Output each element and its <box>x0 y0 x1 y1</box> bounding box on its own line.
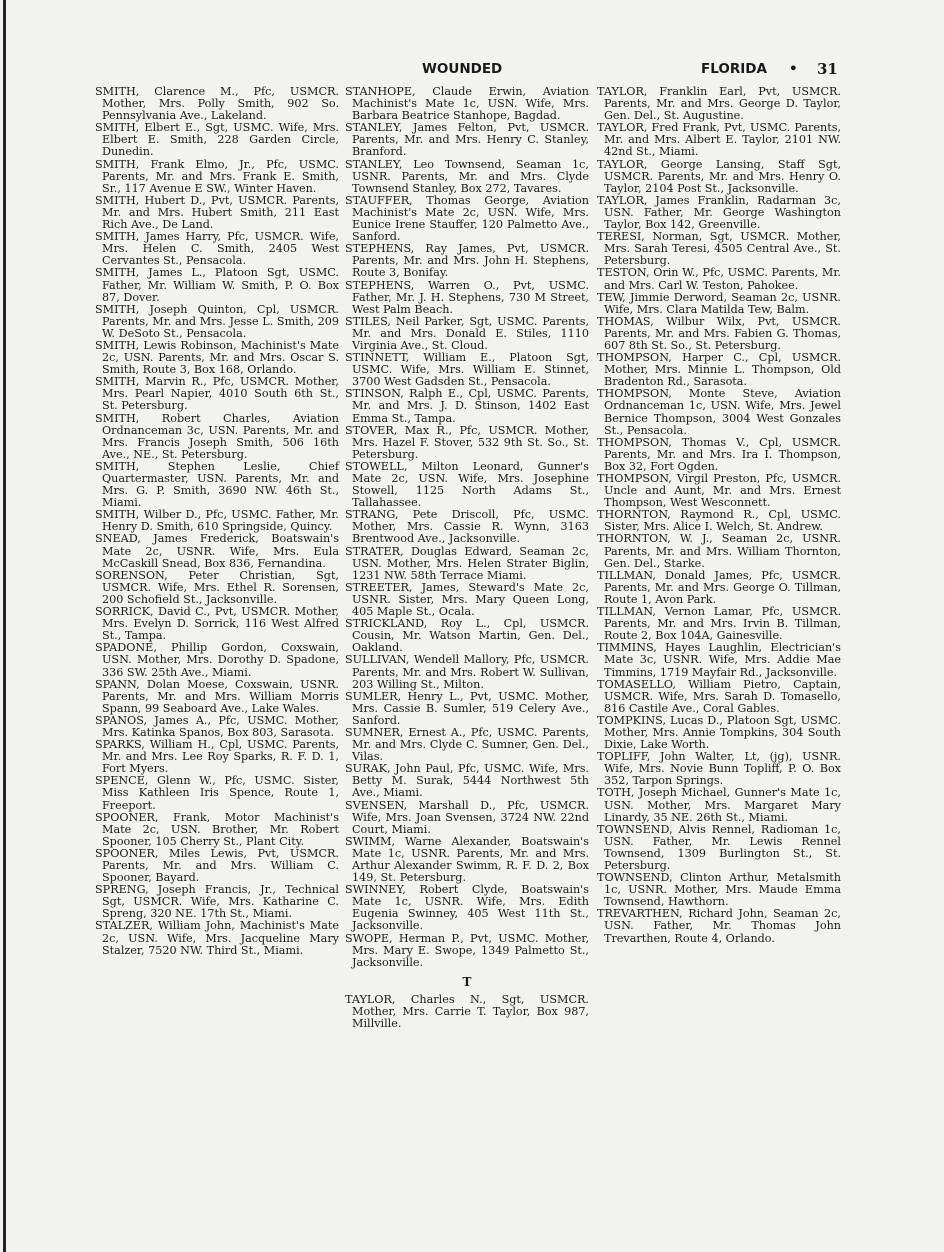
page-header <box>86 61 846 79</box>
casualty-entry: THORNTON, Raymond R., Cpl, USMC. Sister, Mrs. Alice I. Welch, St. Andrew. <box>597 508 841 534</box>
casualty-entry: TERESI, Norman, Sgt, USMCR. Mother, Mrs. Sarah Teresi, 4505 Central Ave., St. Petersburg. <box>597 230 841 268</box>
casualty-entry: SURAK, John Paul, Pfc, USMC. Wife, Mrs. Betty M. Surak, 5444 Northwest 5th Ave., Miami. <box>345 762 589 800</box>
casualty-entry: STRANG, Pete Driscoll, Pfc, USMC. Mother, Mrs. Cassie R. Wynn, 3163 Brentwood Ave., Jacksonville. <box>345 508 589 546</box>
casualty-entry: TAYLOR, Charles N., Sgt, USMCR. Mother, Mrs. Carrie T. Taylor, Box 987, Millville. <box>345 992 589 1031</box>
casualty-entry: STILES, Neil Parker, Sgt, USMC. Parents, Mr. and Mrs. Donald E. Stiles, 1110 Virginia Ave., St. Cloud. <box>345 314 589 352</box>
column-3 <box>597 86 841 945</box>
casualty-entry: SUMNER, Ernest A., Pfc, USMC. Parents, Mr. and Mrs. Clyde C. Sumner, Gen. Del., Vilas. <box>345 725 589 764</box>
casualty-entry: STRICKLAND, Roy L., Cpl, USMCR. Cousin, Mr. Watson Martin, Gen. Del., Oakland. <box>345 617 589 655</box>
letter-heading: T <box>462 974 472 989</box>
casualty-entry: TAYLOR, Fred Frank, Pvt, USMC. Parents, Mr. and Mrs. Albert E. Taylor, 2101 NW. 42nd St., Miami. <box>597 121 841 159</box>
casualty-entry: SULLIVAN, Wendell Mallory, Pfc, USMCR. Parents, Mr. and Mrs. Robert W. Sullivan, 203 Willing St., Milton. <box>345 653 589 691</box>
page-edge-mark <box>3 0 6 1252</box>
casualty-entry: THOMPSON, Harper C., Cpl, USMCR. Mother, Mrs. Minnie L. Thompson, Old Bradenton Rd., Sarasota. <box>597 351 841 389</box>
casualty-entry: SMITH, Lewis Robinson, Machinist's Mate 2c, USN. Parents, Mr. and Mrs. Oscar S. Smith, Route 3, Box 168, Orlando. <box>95 338 339 377</box>
casualty-entry: SPOONER, Miles Lewis, Pvt, USMCR. Parents, Mr. and Mrs. William C. Spooner, Bayard. <box>95 846 339 885</box>
casualty-entry: SMITH, Wilber D., Pfc, USMC. Father, Mr. Henry D. Smith, 610 Springside, Quincy. <box>95 508 339 534</box>
casualty-entry: THOMPSON, Thomas V., Cpl, USMCR. Parents, Mr. and Mrs. Ira I. Thompson, Box 32, Fort Ogden. <box>597 435 841 473</box>
page-number: 31 <box>817 60 838 78</box>
casualty-entry: STOVER, Max R., Pfc, USMCR. Mother, Mrs. Hazel F. Stover, 532 9th St. So., St. Petersburg. <box>345 423 589 461</box>
casualty-entry: STINNETT, William E., Platoon Sgt, USMC. Wife, Mrs. William E. Stinnet, 3700 West Gadsden St., Pensacola. <box>345 351 589 389</box>
casualty-entry: STANHOPE, Claude Erwin, Aviation Machinist's Mate 1c, USN. Wife, Mrs. Barbara Beatrice Stanhope, Bagdad. <box>345 85 589 123</box>
casualty-entry: THOMAS, Wilbur Wilx, Pvt, USMCR. Parents, Mr. and Mrs. Fabien G. Thomas, 607 8th St. So., St. Petersburg. <box>597 314 841 352</box>
casualty-entry: STEPHENS, Ray James, Pvt, USMCR. Parents, Mr. and Mrs. John H. Stephens, Route 3, Bonifay. <box>345 242 589 280</box>
state-title: FLORIDA <box>701 61 767 77</box>
casualty-entry: TIMMINS, Hayes Laughlin, Electrician's Mate 3c, USNR. Wife, Mrs. Addie Mae Timmins, 1719 Mayfair Rd., Jacksonville. <box>597 641 841 679</box>
casualty-entry: STRATER, Douglas Edward, Seaman 2c, USN. Mother, Mrs. Helen Strater Biglin, 1231 NW. 58th Terrace Miami. <box>345 544 589 582</box>
casualty-entry: THORNTON, W. J., Seaman 2c, USNR. Parents, Mr. and Mrs. William Thornton, Gen. Del., Starke. <box>597 532 841 570</box>
casualty-entry: THOMPSON, Monte Steve, Aviation Ordnanceman 1c, USN. Wife, Mrs. Jewel Bernice Thompson, 3004 West Gonzales St., Pensacola. <box>597 387 841 437</box>
casualty-entry: SMITH, James Harry, Pfc, USMCR. Wife, Mrs. Helen C. Smith, 2405 West Cervantes St., Pensacola. <box>95 230 339 268</box>
casualty-entry: TAYLOR, James Franklin, Radarman 3c, USN. Father, Mr. George Washington Taylor, Box 142, Greenville. <box>597 193 841 232</box>
casualty-entry: TOMASELLO, William Pietro, Captain, USMCR. Wife, Mrs. Sarah D. Tomasello, 816 Castile Ave., Coral Gables. <box>597 677 841 715</box>
casualty-entry: SWIMM, Warne Alexander, Boatswain's Mate 1c, USNR. Parents, Mr. and Mrs. Arthur Alexander Swimm, R. F. D. 2, Box 149, St. Petersburg. <box>345 834 589 885</box>
casualty-entry: SORRICK, David C., Pvt, USMCR. Mother, Mrs. Evelyn D. Sorrick, 116 West Alfred St., Tampa. <box>95 605 339 643</box>
header-bullet: • <box>789 61 798 77</box>
casualty-entry: SMITH, Elbert E., Sgt, USMC. Wife, Mrs. Elbert E. Smith, 228 Garden Circle, Dunedin. <box>95 121 339 159</box>
casualty-entry: THOMPSON, Virgil Preston, Pfc, USMCR. Uncle and Aunt, Mr. and Mrs. Ernest Thompson, West Wesconnett. <box>597 472 841 510</box>
casualty-entry: SORENSON, Peter Christian, Sgt, USMCR. Wife, Mrs. Ethel R. Sorensen, 200 Schofield St., Jacksonville. <box>95 568 339 606</box>
column-1 <box>95 86 339 957</box>
casualty-entry: SNEAD, James Frederick, Boatswain's Mate 2c, USNR. Wife, Mrs. Eula McCaskill Snead, Box 836, Fernandina. <box>95 532 339 570</box>
casualty-entry: TOMPKINS, Lucas D., Platoon Sgt, USMC. Mother, Mrs. Annie Tompkins, 304 South Dixie, Lake Worth. <box>597 713 841 752</box>
casualty-entry: SPANN, Dolan Moese, Coxswain, USNR. Parents, Mr. and Mrs. William Morris Spann, 99 Seaboard Ave., Lake Wales. <box>95 677 339 715</box>
casualty-entry: SMITH, Clarence M., Pfc, USMCR. Mother, Mrs. Polly Smith, 902 So. Pennsylvania Ave., Lakeland. <box>95 85 339 123</box>
casualty-entry: TILLMAN, Vernon Lamar, Pfc, USMCR. Parents, Mr. and Mrs. Irvin B. Tillman, Route 2, Box 104A, Gainesville. <box>597 605 841 643</box>
casualty-entry: SMITH, Stephen Leslie, Chief Quartermaster, USN. Parents, Mr. and Mrs. G. P. Smith, 3690 NW. 46th St., Miami. <box>95 459 339 510</box>
casualty-entry: STOWELL, Milton Leonard, Gunner's Mate 2c, USN. Wife, Mrs. Josephine Stowell, 1125 North Adams St., Tallahassee. <box>345 459 589 510</box>
casualty-entry: STEPHENS, Warren O., Pvt, USMC. Father, Mr. J. H. Stephens, 730 M Street, West Palm Beach. <box>345 278 589 316</box>
casualty-entry: SPARKS, William H., Cpl, USMC. Parents, Mr. and Mrs. Lee Roy Sparks, R. F. D. 1, Fort Myers. <box>95 738 339 776</box>
casualty-entry: SPENCE, Glenn W., Pfc, USMC. Sister, Miss Kathleen Iris Spence, Route 1, Freeport. <box>95 774 339 812</box>
casualty-entry: SMITH, James L., Platoon Sgt, USMC. Father, Mr. William W. Smith, P. O. Box 87, Dover. <box>95 266 339 304</box>
casualty-entry: SUMLER, Henry L., Pvt, USMC. Mother, Mrs. Cassie B. Sumler, 519 Celery Ave., Sanford. <box>345 689 589 727</box>
casualty-entry: SMITH, Robert Charles, Aviation Ordnanceman 3c, USN. Parents, Mr. and Mrs. Francis Joseph Smith, 506 16th Ave., NE., St. Petersburg. <box>95 411 339 461</box>
casualty-entry: SPOONER, Frank, Motor Machinist's Mate 2c, USN. Brother, Mr. Robert Spooner, 105 Cherry St., Plant City. <box>95 810 339 848</box>
casualty-entry: STALZER, William John, Machinist's Mate 2c, USN. Wife, Mrs. Jacqueline Mary Stalzer, 7520 NW. Third St., Miami. <box>95 919 339 957</box>
casualty-entry: TOWNSEND, Alvis Rennel, Radioman 1c, USN. Father, Mr. Lewis Rennel Townsend, 1309 Burlington St., St. Petersburg. <box>597 822 841 872</box>
casualty-entry: STINSON, Ralph E., Cpl, USMC. Parents, Mr. and Mrs. J. D. Stinson, 1402 East Emma St., Tampa. <box>345 387 589 425</box>
casualty-entry: TOWNSEND, Clinton Arthur, Metalsmith 1c, USNR. Mother, Mrs. Maude Emma Townsend, Hawthorn. <box>597 871 841 909</box>
casualty-entry: SVENSEN, Marshall D., Pfc, USMCR. Wife, Mrs. Joan Svensen, 3724 NW. 22nd Court, Miami. <box>345 798 589 836</box>
casualty-entry: STANLEY, Leo Townsend, Seaman 1c, USNR. Parents, Mr. and Mrs. Clyde Townsend Stanley, Box 272, Tavares. <box>345 157 589 195</box>
column-2 <box>345 86 589 1030</box>
section-title: WOUNDED <box>422 61 503 77</box>
casualty-entry: STANLEY, James Felton, Pvt, USMCR. Parents, Mr. and Mrs. Henry C. Stanley, Branford. <box>345 121 589 159</box>
casualty-entry: TOTH, Joseph Michael, Gunner's Mate 1c, USN. Mother, Mrs. Margaret Mary Linardy, 35 NE. 26th St., Miami. <box>597 786 841 824</box>
casualty-entry: SWINNEY, Robert Clyde, Boatswain's Mate 1c, USNR. Wife, Mrs. Edith Eugenia Swinney, 405 West 11th St., Jacksonville. <box>345 883 589 933</box>
casualty-entry: TREVARTHEN, Richard John, Seaman 2c, USN. Father, Mr. Thomas John Trevarthen, Route 4, Orlando. <box>597 907 841 945</box>
casualty-entry: TESTON, Orin W., Pfc, USMC. Parents, Mr. and Mrs. Carl W. Teston, Pahokee. <box>597 266 841 292</box>
casualty-entry: STREETER, James, Steward's Mate 2c, USNR. Sister, Mrs. Mary Queen Long, 405 Maple St., Ocala. <box>345 580 589 619</box>
casualty-entry: SPADONE, Phillip Gordon, Coxswain, USN. Mother, Mrs. Dorothy D. Spadone, 336 SW. 25th Ave., Miami. <box>95 641 339 679</box>
casualty-entry: SMITH, Hubert D., Pvt, USMCR. Parents, Mr. and Mrs. Hubert Smith, 211 East Rich Ave., De Land. <box>95 193 339 232</box>
casualty-entry: TILLMAN, Donald James, Pfc, USMCR. Parents, Mr. and Mrs. George O. Tillman, Route 1, Avon Park. <box>597 568 841 606</box>
casualty-entry: STAUFFER, Thomas George, Aviation Machinist's Mate 2c, USN. Wife, Mrs. Eunice Irene Stauffer, 120 Palmetto Ave., Sanford. <box>345 193 589 244</box>
casualty-entry: TEW, Jimmie Derword, Seaman 2c, USNR. Wife, Mrs. Clara Matilda Tew, Balm. <box>597 290 841 316</box>
casualty-entry: SPRENG, Joseph Francis, Jr., Technical Sgt, USMCR. Wife, Mrs. Katharine C. Spreng, 320 NE. 17th St., Miami. <box>95 883 339 921</box>
casualty-entry: TOPLIFF, John Walter, Lt, (jg), USNR. Wife, Mrs. Novie Bunn Topliff, P. O. Box 352, Tarpon Springs. <box>597 750 841 788</box>
casualty-entry: SPANOS, James A., Pfc, USMC. Mother, Mrs. Katinka Spanos, Box 803, Sarasota. <box>95 713 339 739</box>
casualty-entry: TAYLOR, George Lansing, Staff Sgt, USMCR. Parents, Mr. and Mrs. Henry O. Taylor, 2104 Post St., Jacksonville. <box>597 157 841 195</box>
casualty-entry: TAYLOR, Franklin Earl, Pvt, USMCR. Parents, Mr. and Mrs. George D. Taylor, Gen. Del., St. Augustine. <box>597 85 841 123</box>
casualty-entry: SMITH, Frank Elmo, Jr., Pfc, USMC. Parents, Mr. and Mrs. Frank E. Smith, Sr., 117 Avenue E SW., Winter Haven. <box>95 157 339 195</box>
casualty-entry: SWOPE, Herman P., Pvt, USMC. Mother, Mrs. Mary E. Swope, 1349 Palmetto St., Jacksonville. <box>345 931 589 969</box>
casualty-entry: SMITH, Marvin R., Pfc, USMCR. Mother, Mrs. Pearl Napier, 4010 South 6th St., St. Petersburg. <box>95 375 339 413</box>
casualty-entry: SMITH, Joseph Quinton, Cpl, USMCR. Parents, Mr. and Mrs. Jesse L. Smith, 209 W. DeSoto St., Pensacola. <box>95 302 339 340</box>
